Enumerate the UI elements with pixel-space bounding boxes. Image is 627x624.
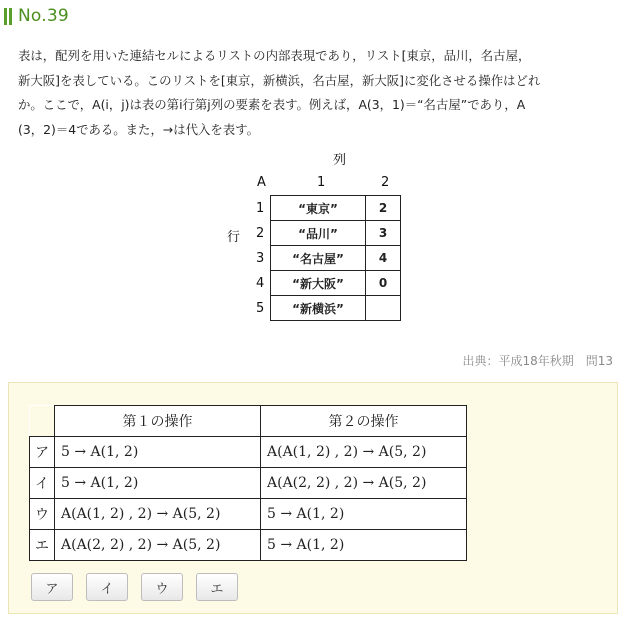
table-row [30,499,467,530]
source-citation: 出典：平成18年秋期 問13 [462,354,613,368]
answer-button-e[interactable]: エ [196,573,238,601]
second-operation-cell: 5 → A(1, 2) [261,499,467,530]
choice-label: エ [30,530,55,561]
row-index: 3 [256,251,265,266]
table-cell: 3 [366,221,401,246]
column-label: 列 [333,153,347,168]
table-cell: 4 [366,246,401,271]
second-operation-cell: A(A(2, 2) , 2) → A(5, 2) [261,468,467,499]
row-index: 4 [256,276,265,291]
corner-label: A [257,175,266,190]
question-line: か。ここで，A(i，j)は表の第i行第j列の要素を表す。例えば，A(3，1)＝“名古屋”であり，A [18,97,526,112]
table-row [30,437,467,468]
table-cell: 2 [366,196,401,221]
choice-label: ウ [30,499,55,530]
blank-corner-cell [30,406,55,437]
table-cell: “新横浜” [271,296,366,321]
question-header [4,4,69,28]
column-header-second-operation: 第２の操作 [261,406,467,437]
table-cell: “東京” [271,196,366,221]
row-index: 5 [256,301,265,316]
answer-button-a[interactable]: ア [31,573,73,601]
table-cell [366,296,401,321]
table-header-row [30,406,467,437]
row-index: 2 [256,226,265,241]
question-line: 表は，配列を用いた連結セルによるリストの内部表現であり，リスト[東京，品川，名古屋， [18,48,531,63]
first-operation-cell: 5 → A(1, 2) [55,437,261,468]
column-header-1: 1 [317,175,326,190]
table-cell: “新大阪” [271,271,366,296]
table-row [271,271,401,296]
table-row [30,468,467,499]
second-operation-cell: A(A(1, 2) , 2) → A(5, 2) [261,437,467,468]
table-cell: 0 [366,271,401,296]
list-table [270,195,401,321]
question-number: No.39 [18,6,69,26]
second-operation-cell: 5 → A(1, 2) [261,530,467,561]
table-cell: “品川” [271,221,366,246]
answer-button-u[interactable]: ウ [141,573,183,601]
answer-choices-table [29,405,467,561]
answer-panel [8,382,618,614]
choice-label: ア [30,437,55,468]
table-row [271,196,401,221]
table-row [30,530,467,561]
header-accent-bar [9,8,12,25]
row-index: 1 [256,201,265,216]
table-cell: “名古屋” [271,246,366,271]
question-text [18,44,616,142]
answer-buttons [31,573,238,601]
row-label: 行 [227,230,241,245]
choice-label: イ [30,468,55,499]
first-operation-cell: A(A(1, 2) , 2) → A(5, 2) [55,499,261,530]
column-header-first-operation: 第１の操作 [55,406,261,437]
table-row [271,296,401,321]
table-row [271,246,401,271]
answer-button-i[interactable]: イ [86,573,128,601]
column-header-2: 2 [381,175,390,190]
header-accent-bar [4,8,7,25]
question-line: 新大阪]を表している。このリストを[東京，新横浜，名古屋，新大阪]に変化させる操作はどれ [18,72,541,88]
first-operation-cell: A(A(2, 2) , 2) → A(5, 2) [55,530,261,561]
first-operation-cell: 5 → A(1, 2) [55,468,261,499]
table-row [271,221,401,246]
question-line: (3，2)＝4である。また，→は代入を表す。 [18,121,259,137]
